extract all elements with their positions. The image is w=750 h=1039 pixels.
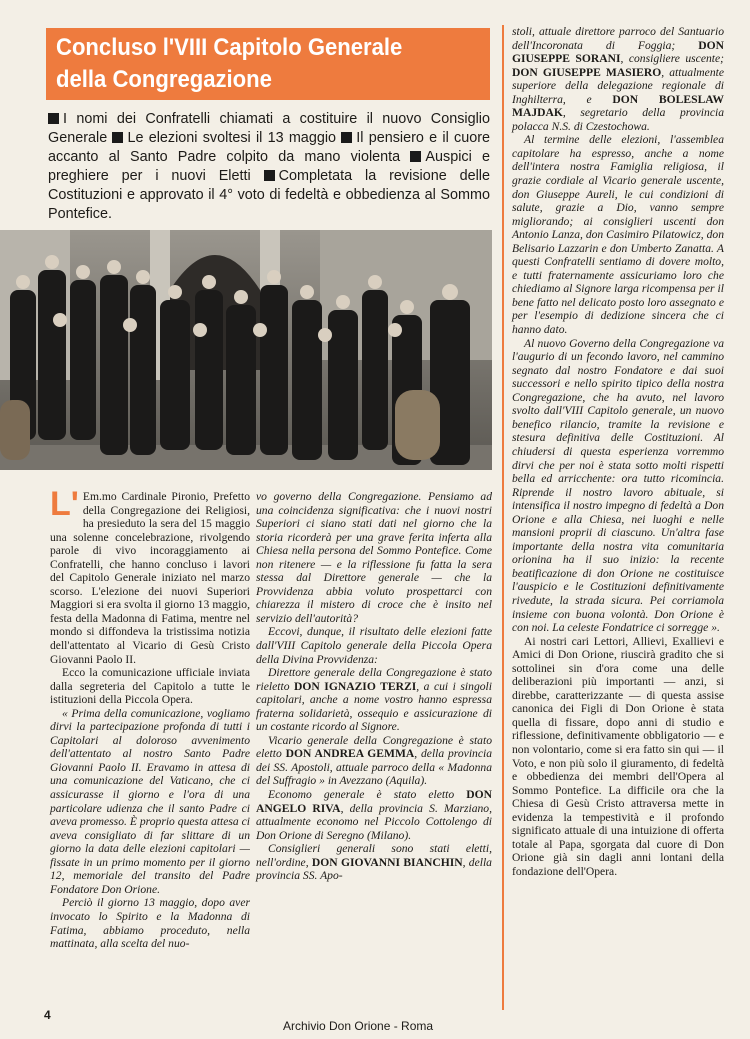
paragraph: vo governo della Congregazione. Pensiamo ad una coincidenza significativa: che i nuovi nostri Superiori ci siano stati dati nel giorno che la storia ricorderà per una grave ferita inferta alla Chiesa nella persona del Sommo Pontefice. Come non ritenere — e la riflessione fu fatta la sera stessa dal Direttore generale — che la Provvidenza abbia voluto prospettarci con chiarezza il mistero di croce che è insito nel servizio dell'autorità? [256,490,492,625]
paragraph: Eccovi, dunque, il risultato delle elezioni fatte dall'VIII Capitolo generale della Piccola Opera della Divina Provvidenza: [256,625,492,666]
text: Direttore generale della Congregazione è stato rieletto [256,666,492,693]
paragraph: « Prima della comunicazione, vogliamo dirvi la partecipazione profonda di tutti i Capitolari al doloroso avvenimento dell'attentato al nostro Santo Padre Giovanni Paolo II. Eravamo in attesa di una comunicazione del Vaticano, che ci assicurasse il giorno e l'ora di una particolare udienza che il santo Padre ci aveva promesso. È proprio questa attesa ci aveva consigliato di far slittare di un giorno la data delle elezioni capitolari — fissate in un primo momento per il giorno 12, memoriale del transito del Padre Fondatore Don Orione. [50,706,250,896]
headline-box [46,28,490,100]
column-2 [256,490,492,883]
name-bold: DON ANGELO RIVA [256,788,492,815]
bullet-square-icon [410,151,421,162]
name-bold: DON IGNAZIO TERZI [294,679,417,693]
paragraph: Perciò il giorno 13 maggio, dopo aver invocato lo Spirito e la Madonna di Fatima, abbiamo proceduto, nella mattinata, alla scelta del nuo- [50,896,250,951]
paragraph [256,666,492,734]
paragraph [256,734,492,788]
name-bold: DON ANDREA GEMMA [285,747,415,761]
name-bold: DON GIOVANNI BIANCHIN [311,855,463,869]
paragraph: Al nuovo Governo della Congregazione va l'augurio di un fecondo lavoro, nel cammino segnato dal nostro Fondatore e dai suoi successori e nello spirito tipico della nostra Congregazione, che ha avuto, nel lavoro svolto dall'VIII Capitolo generale, un nuovo benefico rilancio, tramite la revisione e stesura definitiva delle Costituzioni. Al chiudersi di questa esperienza vorremmo dirvi che per noi è stata sotto molti rispetti bella ed arricchente: ora tutto ricomincia. Riprende il nostro lavoro abituale, si intensifica il nostro impegno di fedeltà a Don Orione e alla Chiesa, nei luoghi e nelle mansioni proprii di ciascuno. Un'altra fase importante della nostra vita comunitaria orionina ha il suo inizio: la recente beatificazione di don Orione ne costituisce l'auspicio e le Costituzioni definitivamente rivedute, la strada sicura. Pei corriamola insieme con buona volontà. Don Orione è con noi. La celeste Fondatrice ci sorregge ». [512,336,724,635]
paragraph [256,788,492,842]
paragraph: Em.mo Cardinale Pironio, Prefetto della Congregazione dei Religiosi, ha presieduto la sera del 15 maggio una solenne concelebrazione, rivolgendo parole di vivo incoraggiamento ai Confratelli, che hanno concluso i lavori del Capitolo Generale iniziato nel marzo scorso. L'elezione dei nuovi Superiori Maggiori si era svolta il giorno 13 maggio, festa della Madonna di Fatima, mentre nel mondo si diffondeva la tristissima notizia dell'attentato al Vicario di Gesù Cristo Giovanni Paolo II. [50,490,250,666]
summary-item: Il pensiero e il cuore accanto al Santo Padre colpito da mano violenta [48,130,491,165]
bullet-square-icon [112,132,123,143]
text: stoli, attuale direttore parroco del Santuario dell'Incoronata di Foggia; [512,25,724,52]
summary-item: Auspici e preghiere per i nuovi Eletti [48,149,490,184]
headline [56,32,452,96]
summary-item: I nomi dei Confratelli chiamati a costituire il nuovo Consiglio Generale [48,111,490,146]
archive-footer: Archivio Don Orione - Roma [283,1019,434,1033]
paragraph [256,842,492,883]
paragraph: Al termine delle elezioni, l'assemblea capitolare ha espresso, anche a nome dell'intera nostra Famiglia religiosa, il grazie cordiale al Vicario generale uscente, don Giuseppe Aureli, le cui condizioni di salute, grazie a Dio, vanno sempre migliorando; ai consiglieri uscenti don Antonio Lanza, don Casimiro Pilatowicz, don Belisario Lazzarin e don Umberto Zanatta. A questi Confratelli sentiamo di dovere molto, e tutti fraternamente assicuriamo loro che chiediamo al Signore larga ricompensa per il bene fatto nel delicato posto loro assegnato e per l'esempio di dedizione sincera che ci hanno dato. [512,133,724,337]
headline-line1: Concluso l'VIII Capitolo Generale [56,34,403,61]
text: , della provincia SS. Apo- [256,855,492,883]
column-3 [512,25,724,878]
headline-line2: della Congregazione [56,66,272,93]
bullet-square-icon [341,132,352,143]
bullet-square-icon [264,170,275,181]
bullet-square-icon [48,113,59,124]
column-rule [502,25,504,1010]
text: Vicario generale della Congregazione è stato eletto [256,733,492,761]
group-photo-illustration [0,230,492,470]
text: Economo generale è stato eletto [268,788,467,802]
name-bold: DON BOLESLAW MAJDAK [512,92,724,120]
summary-item: Completata la revisione delle Costituzioni e approvato il 4° voto di fedeltà e obbedienza al Sommo Pontefice. [48,168,491,222]
text: , a cui i singoli capitolari, anche a nome vostro hanno espressa fraterna solidarietà, ossequio e assicurazione di un costante ricordo al Signore. [256,679,492,734]
name-bold: DON GIUSEPPE MASIERO [512,65,662,79]
drop-cap: L' [50,485,79,523]
summary-item: Le elezioni svoltesi il 13 maggio [127,130,337,146]
text: , consigliere uscente; [620,52,724,66]
paragraph: Ecco la comunicazione ufficiale inviata dalla segreteria del Capitolo a tutte le istituzioni della Piccola Opera. [50,666,250,707]
paragraph [512,25,724,133]
column-1 [50,485,250,951]
group-photo [0,230,492,470]
text: , della provincia dei SS. Apostoli, attuale parroco della « Madonna del Suffragio » in Avezzano (Aquila). [256,747,493,788]
summary-block [48,110,490,224]
page-number: 4 [44,1008,51,1022]
paragraph: Ai nostri cari Lettori, Allievi, Exallievi e Amici di Don Orione, riuscirà gradito che si sottolinei sin d'ora come una delle deliberazioni più importanti — anzi, si direbbe, caratterizzante — di questa assise canonica dei Figli di Don Orione è stata quella di fissare, dopo anni di studio e riflessione, definitivamente obbligatorio — e non volontario, come si era fatto sin qui — il Voto, e non più solo il giuramento, di fedeltà e obbedienza dei membri dell'Opera al Sommo Pontefice. La difficile ora che la Chiesa di Gesù Cristo attraversa mette in evidenza la tempestività e il profondo significato attuale di una intuizione di offerta totale al Papa, sgorgata dal cuore di Don Orione già sin dagli anni lontani della fondazione dell'Opera. [512,634,724,878]
text: , segretario della provincia polacca N.S. di Czestochowa. [512,106,724,133]
name-bold: DON GIUSEPPE SORANI [512,38,724,66]
text: Consiglieri generali sono stati eletti, nell'ordine, [256,842,492,869]
text: , della provincia S. Marziano, attualmente economo nel Piccolo Cottolengo di Don Orione di Seregno (Milano). [256,801,492,842]
text: , attualmente superiore della delegazione regionale di Inghilterra, e [512,65,724,106]
